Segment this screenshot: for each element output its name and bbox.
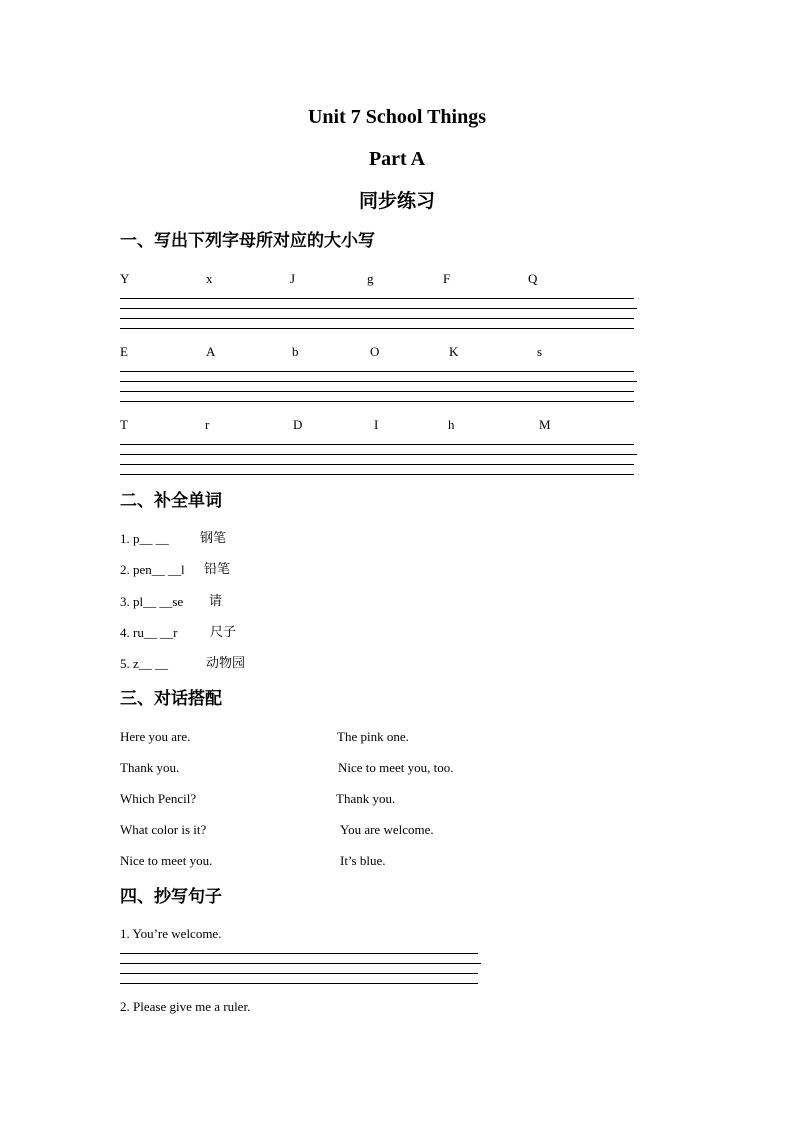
letter: g [367, 271, 374, 286]
page-title: Unit 7 School Things [307, 106, 487, 128]
dialog-left: Nice to meet you. [120, 853, 213, 868]
letter: b [292, 344, 299, 359]
letter: T [120, 417, 128, 432]
writing-line [120, 318, 634, 319]
writing-line [120, 973, 478, 974]
exercise-label: 同步练习 [358, 190, 435, 212]
letter: x [206, 271, 213, 286]
dialog-right: It’s blue. [340, 853, 386, 868]
letter: K [449, 344, 459, 359]
writing-line [120, 308, 637, 309]
dialog-left: Here you are. [120, 729, 191, 744]
writing-line [120, 328, 634, 329]
word-meaning: 动物园 [206, 656, 246, 671]
copy-sentence: 2. Please give me a ruler. [120, 999, 251, 1014]
word-blank: 4. ru__ __r [120, 625, 178, 640]
writing-line [120, 464, 634, 465]
dialog-right: Thank you. [336, 791, 396, 806]
dialog-left: What color is it? [120, 822, 207, 837]
letter: M [539, 417, 551, 432]
letter: D [293, 417, 303, 432]
writing-line [120, 371, 634, 372]
word-blank: 2. pen__ __l [120, 562, 185, 577]
dialog-left: Which Pencil? [120, 791, 197, 806]
dialog-left: Thank you. [120, 760, 180, 775]
writing-line [120, 401, 634, 402]
writing-line [120, 298, 634, 299]
section-1-heading: 一、写出下列字母所对应的大小写 [120, 231, 375, 251]
dialog-right: The pink one. [337, 729, 409, 744]
copy-sentence: 1. You’re welcome. [120, 926, 222, 941]
dialog-right: You are welcome. [340, 822, 434, 837]
letter: A [206, 344, 216, 359]
letter: r [205, 417, 210, 432]
word-meaning: 请 [209, 594, 223, 609]
section-2-heading: 二、补全单词 [120, 491, 222, 511]
writing-line [120, 953, 478, 954]
word-meaning: 钢笔 [200, 531, 227, 546]
word-blank: 1. p__ __ [120, 531, 169, 546]
writing-line [120, 474, 634, 475]
page-subtitle: Part A [368, 148, 426, 170]
writing-line [120, 983, 478, 984]
letter: Q [528, 271, 538, 286]
letter: F [443, 271, 451, 286]
letter: I [374, 417, 379, 432]
letter: h [448, 417, 455, 432]
word-meaning: 尺子 [210, 625, 237, 640]
letter: s [537, 344, 543, 359]
writing-line [120, 444, 634, 445]
letter: E [120, 344, 128, 359]
writing-line [120, 391, 634, 392]
letter: J [290, 271, 296, 286]
word-meaning: 铅笔 [204, 562, 231, 577]
writing-line [120, 454, 637, 455]
word-blank: 3. pl__ __se [120, 594, 184, 609]
section-3-heading: 三、对话搭配 [120, 689, 222, 709]
word-blank: 5. z__ __ [120, 656, 169, 671]
letter: O [370, 344, 380, 359]
dialog-right: Nice to meet you, too. [338, 760, 454, 775]
section-4-heading: 四、抄写句子 [120, 887, 222, 907]
letter: Y [120, 271, 130, 286]
writing-line [120, 963, 481, 964]
writing-line [120, 381, 637, 382]
